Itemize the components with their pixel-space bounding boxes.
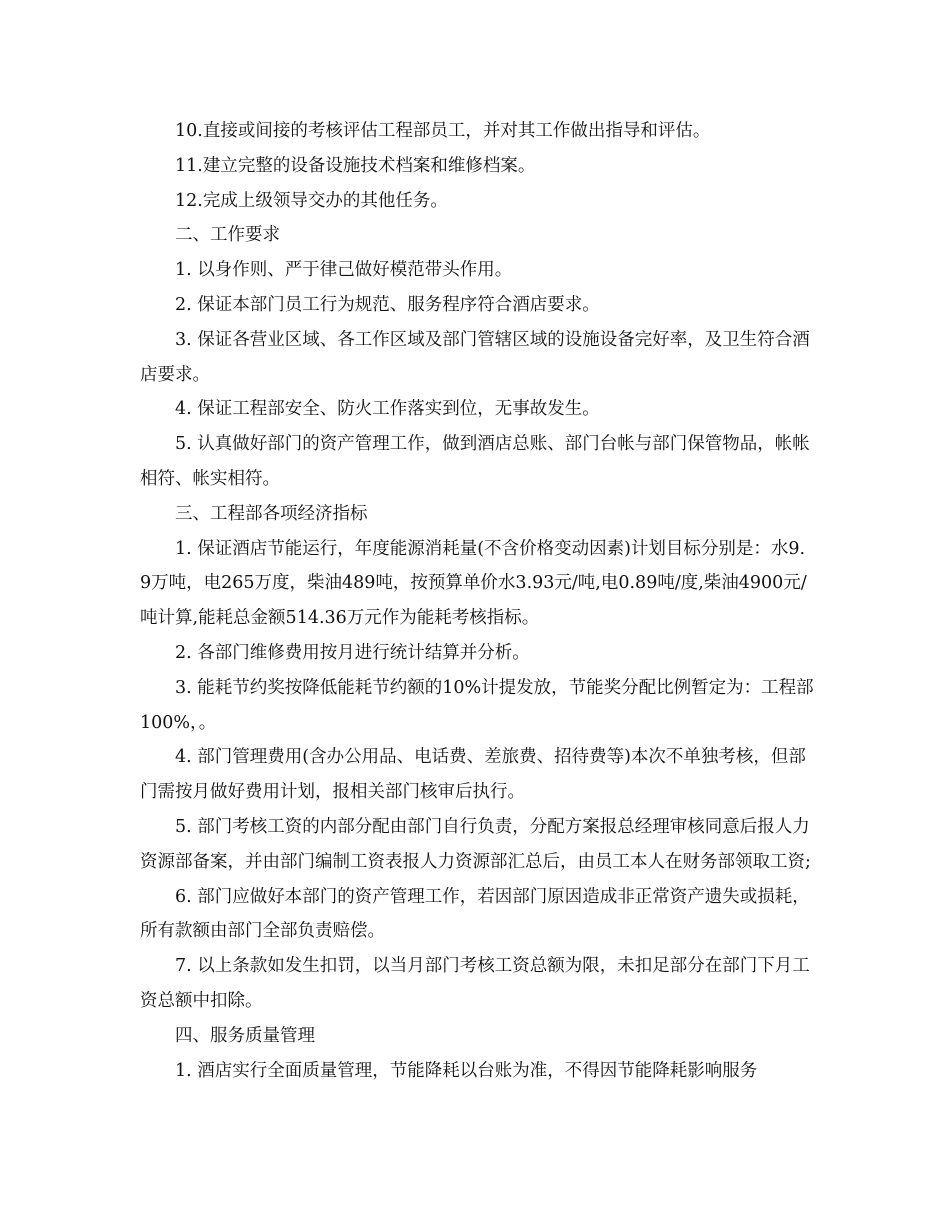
list-item: 1. 以身作则、严于律己做好模范带头作用。 <box>175 260 513 281</box>
list-item: 12.完成上级领导交办的其他任务。 <box>175 190 448 211</box>
list-item: 2. 保证本部门员工行为规范、服务程序符合酒店要求。 <box>175 294 600 315</box>
list-item: 11.建立完整的设备设施技术档案和维修档案。 <box>175 155 536 176</box>
list-item: 7. 以上条款如发生扣罚，以当月部门考核工资总额为限，未扣足部分在部门下月工资总额中扣除。 <box>140 956 810 1011</box>
list-item: 3. 能耗节约奖按降低能耗节约额的10%计提发放，节能奖分配比例暂定为：工程部100%，。 <box>140 677 814 733</box>
document-body <box>140 114 815 1088</box>
list-item: 2. 各部门维修费用按月进行统计结算并分析。 <box>175 642 530 663</box>
list-item: 6. 部门应做好本部门的资产管理工作，若因部门原因造成非正常资产遗失或损耗，所有款额由部门全部负责赔偿。 <box>140 886 810 942</box>
list-item: 4. 保证工程部安全、防火工作落实到位，无事故发生。 <box>175 399 600 420</box>
list-item: 4. 部门管理费用(含办公用品、电话费、差旅费、招待费等)本次不单独考核，但部门需按月做好费用计划，报相关部门核审后执行。 <box>140 747 806 803</box>
section-heading: 三、工程部各项经济指标 <box>175 503 368 524</box>
section-heading: 二、工作要求 <box>175 225 280 246</box>
list-item: 5. 认真做好部门的资产管理工作，做到酒店总账、部门台帐与部门保管物品，帐帐相符、帐实相符。 <box>140 434 810 489</box>
list-item: 10.直接或间接的考核评估工程部员工，并对其工作做出指导和评估。 <box>175 121 711 141</box>
section-heading: 四、服务质量管理 <box>175 1025 315 1046</box>
list-item: 1. 保证酒店节能运行，年度能源消耗量(不含价格变动因素)计划目标分别是：水9.9万吨，电265万度，柴油489吨，按预算单价水3.93元/吨,电0.89吨/度,柴油4900元/吨计算,能耗总金额514.36万元作为能耗考核指标。 <box>140 538 807 629</box>
list-item: 3. 保证各营业区域、各工作区域及部门管辖区域的设施设备完好率，及卫生符合酒店要求。 <box>140 329 810 385</box>
list-item: 1. 酒店实行全面质量管理，节能降耗以台账为准，不得因节能降耗影响服务 <box>175 1060 758 1081</box>
list-item: 5. 部门考核工资的内部分配由部门自行负责，分配方案报总经理审核同意后报人力资源部备案，并由部门编制工资表报人力资源部汇总后，由员工本人在财务部领取工资; <box>140 816 811 872</box>
